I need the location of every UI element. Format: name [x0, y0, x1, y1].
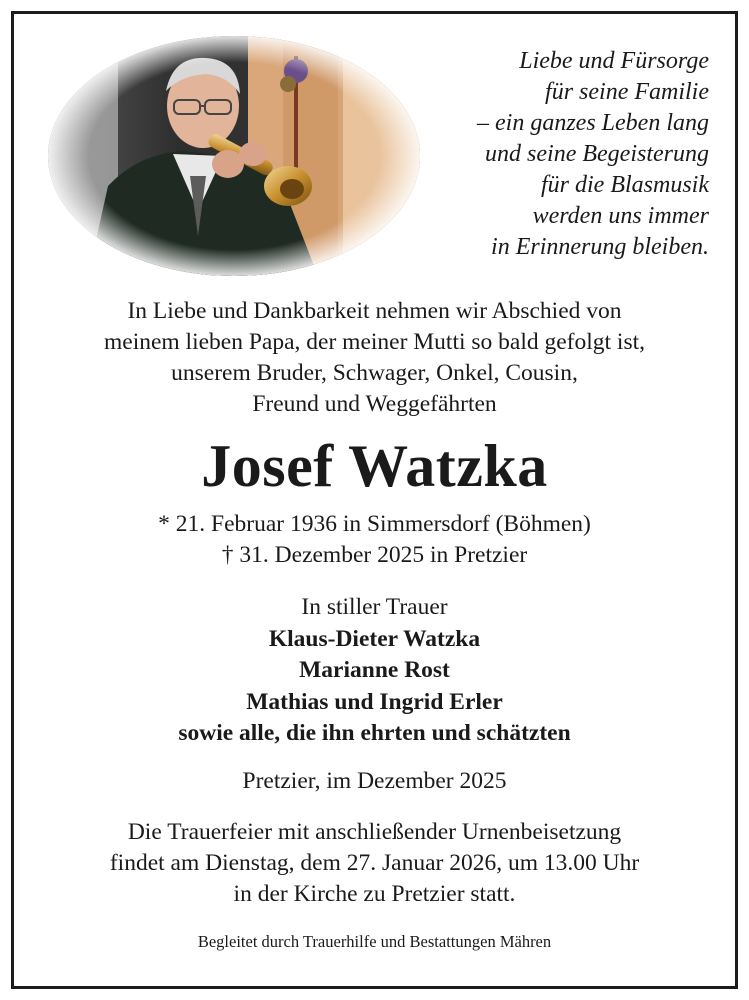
mourner-name: sowie alle, die ihn ehrten und schätzten	[178, 720, 571, 746]
portrait-photo	[48, 36, 420, 276]
mourner-name: Mathias und Ingrid Erler	[246, 688, 503, 715]
funeral-info	[0, 817, 749, 910]
farewell-line: In Liebe und Dankbarkeit nehmen wir Abschied von	[127, 298, 622, 324]
life-dates	[0, 509, 749, 571]
poem-line: Liebe und Fürsorge	[519, 48, 709, 74]
deceased-name: Josef Watzka	[201, 433, 548, 499]
mourner-name: Klaus-Dieter Watzka	[268, 625, 481, 652]
place-date: Pretzier, im Dezember 2025	[242, 768, 507, 794]
poem-line: werden uns immer	[532, 203, 709, 229]
mourner-name: Marianne Rost	[299, 657, 450, 683]
mourners-block	[0, 592, 749, 750]
poem-line: und seine Begeisterung	[485, 141, 709, 167]
farewell-line: unserem Bruder, Schwager, Onkel, Cousin,	[171, 360, 578, 386]
funeral-line: Die Trauerfeier mit anschließender Urnenbeisetzung	[127, 819, 622, 845]
farewell-text	[0, 296, 749, 420]
poem-line: in Erinnerung bleiben.	[491, 234, 709, 260]
birth-date: * 21. Februar 1936 in Simmersdorf (Böhmen)	[158, 511, 591, 537]
poem-line: – ein ganzes Leben lang	[477, 110, 709, 136]
memorial-poem	[409, 46, 709, 263]
mourners-heading: In stiller Trauer	[301, 594, 448, 620]
funeral-line: findet am Dienstag, dem 27. Januar 2026, um 13.00 Uhr	[109, 850, 640, 876]
death-date: † 31. Dezember 2025 in Pretzier	[221, 542, 528, 568]
funeral-line: in der Kirche zu Pretzier statt.	[233, 881, 516, 907]
farewell-line: meinem lieben Papa, der meiner Mutti so bald gefolgt ist,	[103, 329, 646, 355]
farewell-line: Freund und Weggefährten	[252, 391, 497, 417]
poem-line: für seine Familie	[545, 79, 709, 105]
funeral-home-credit: Begleitet durch Trauerhilfe und Bestattungen Mähren	[197, 932, 552, 951]
poem-line: für die Blasmusik	[541, 172, 709, 198]
